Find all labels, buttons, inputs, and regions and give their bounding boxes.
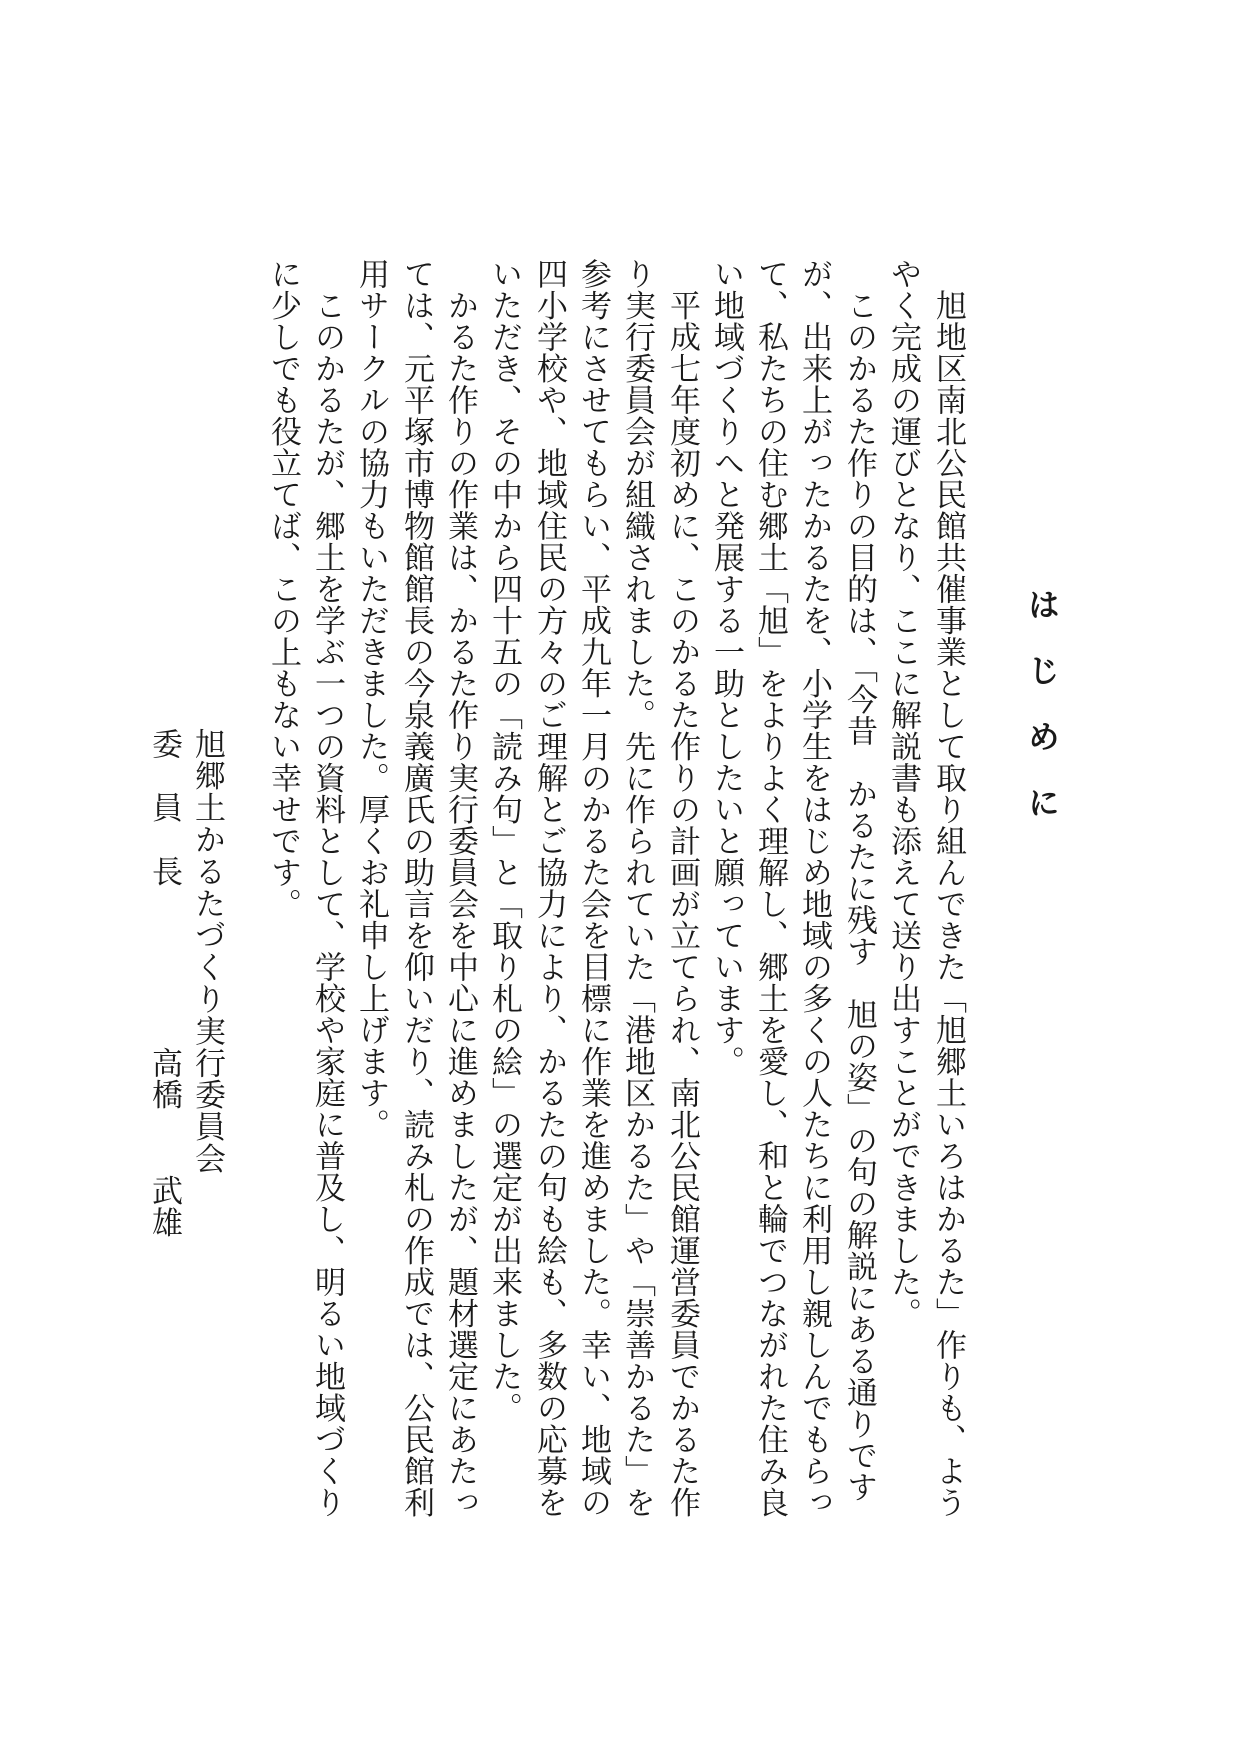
body-line: に少しでも役立てば、この上もない幸せです。: [265, 258, 301, 920]
body-line: 平成七年度初めに、このかるた作りの計画が立てられ、南北公民館運営委員でかるた作: [664, 258, 700, 1518]
body-line: が、出来上がったかるたを、小学生をはじめ地域の多くの人たちに利用し親しんでもらっ: [796, 258, 832, 1518]
body-line: やく完成の運びとなり、ここに解説書も添えて送り出すことができました。: [885, 258, 921, 1329]
body-line: 用サークルの協力もいただきました。厚くお礼申し上げます。: [353, 258, 389, 1140]
body-line: て、私たちの住む郷土「旭」をよりよく理解し、郷土を愛し、和と輪でつながれた住み良: [752, 258, 788, 1518]
body-line: い地域づくりへと発展する一助としたいと願っています。: [708, 258, 744, 1077]
signature-organization: 旭郷土かるたづくり実行委員会: [189, 728, 225, 1175]
body-line: 参考にさせてもらい、平成九年一月のかるた会を目標に作業を進めました。幸い、地域の: [575, 258, 611, 1518]
body-line: このかるたが、郷土を学ぶ一つの資料として、学校や家庭に普及し、明るい地域づくり: [309, 258, 345, 1518]
body-line: り実行委員会が組織されました。先に作られていた「港地区かるた」や「崇善かるた」を: [619, 258, 655, 1518]
body-line: ては、元平塚市博物館館長の今泉義廣氏の助言を仰いだり、読み札の作成では、公民館利: [398, 258, 434, 1518]
signature-name: 委 員 長 高橋 武雄: [146, 728, 182, 1239]
body-line: 四小学校や、地域住民の方々のご理解とご協力により、かるたの句も絵も、多数の応募を: [531, 258, 567, 1518]
body-line: かるた作りの作業は、かるた作り実行委員会を中心に進めましたが、題材選定にあたっ: [442, 258, 478, 1518]
body-line: このかるた作りの目的は、「今昔 かるたに残す 旭の姿」の句の解説にある通りです: [841, 258, 877, 1503]
body-line: 旭地区南北公民館共催事業として取り組んできた「旭郷土いろはかるた」作りも、よう: [930, 258, 966, 1518]
body-line: いただき、その中から四十五の「読み句」と「取り札の絵」の選定が出来ました。: [486, 258, 522, 1424]
page-title: はじめに: [1023, 588, 1061, 852]
